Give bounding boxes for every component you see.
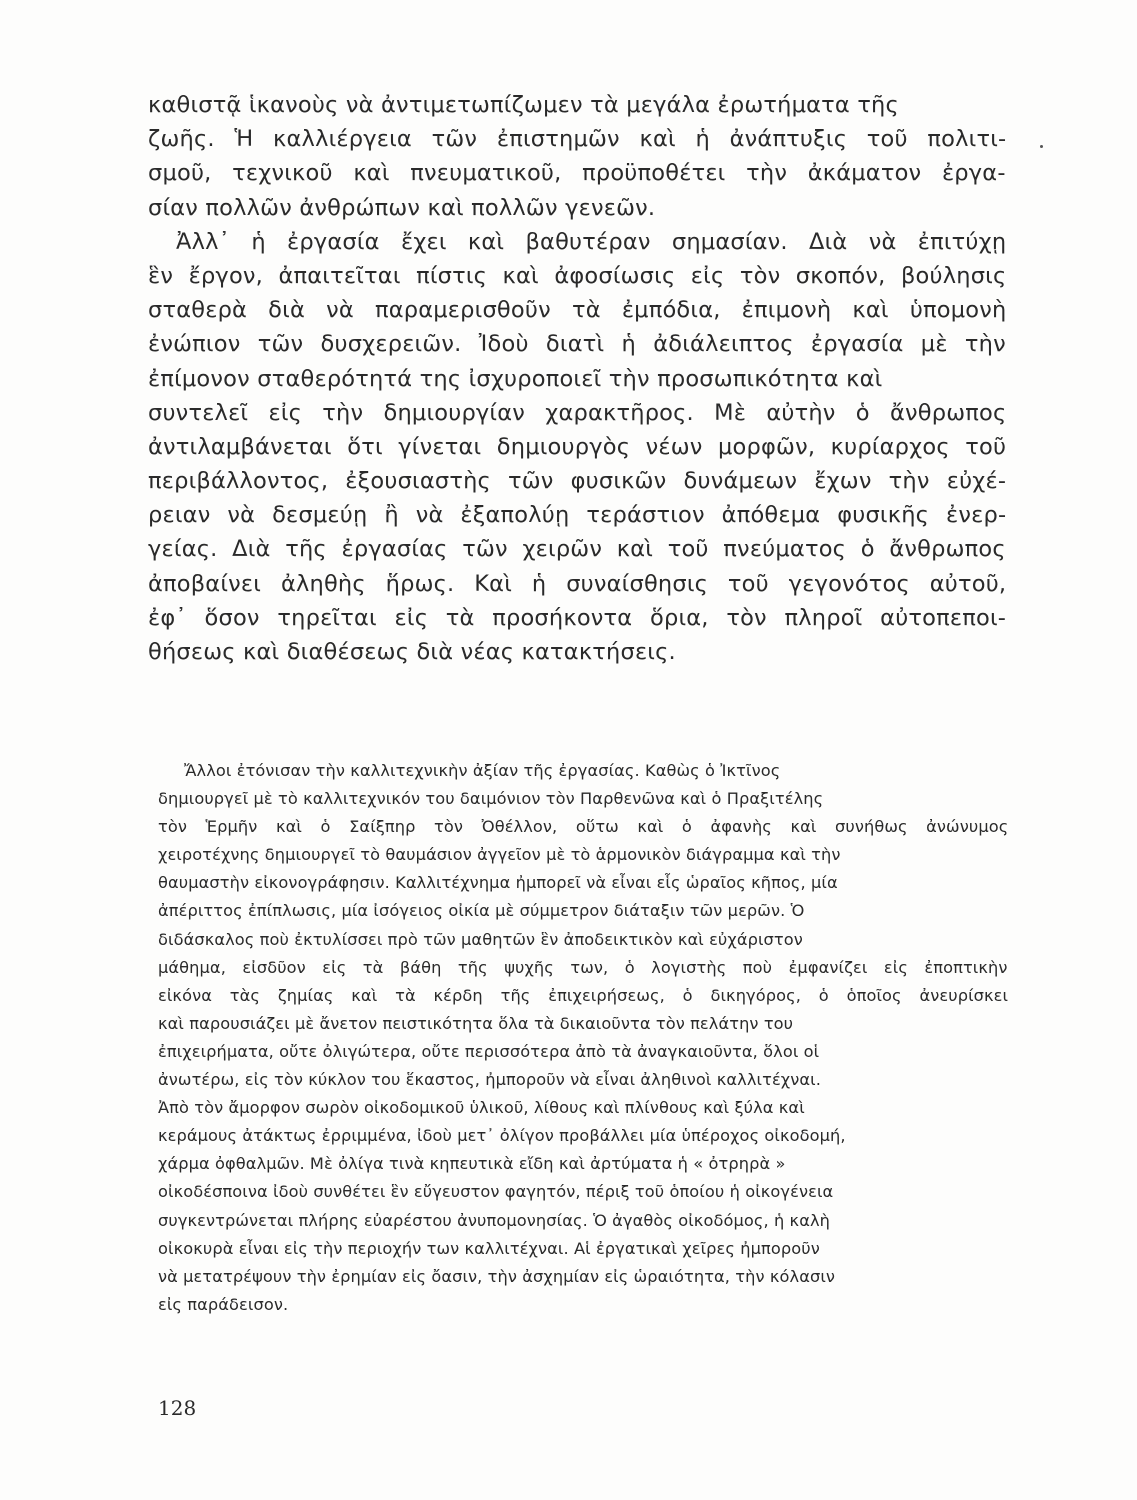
page-number: 128 xyxy=(158,1396,197,1420)
footnote-line: Ἀπὸ τὸν ἄμορφον σωρὸν οἰκοδομικοῦ ὑλικοῦ, λίθους καὶ πλίνθους καὶ ξύλα καὶ xyxy=(158,1098,805,1118)
footnote-line: ἀνωτέρω, εἰς τὸν κύκλον του ἕκαστος, ἠμποροῦν νὰ εἶναι ἀληθινοὶ καλλιτέχναι. xyxy=(158,1070,821,1090)
footnote-line: νὰ μετατρέψουν τὴν ἐρημίαν εἰς ὄασιν, τὴν ἀσχημίαν εἰς ὡραιότητα, τὴν κόλασιν xyxy=(158,1266,836,1286)
text-line: ζωῆς. Ἡ καλλιέργεια τῶν ἐπιστημῶν καὶ ἡ ἀνάπτυξις τοῦ πολιτι- xyxy=(148,126,1007,153)
footnote-line: καὶ παρουσιάζει μὲ ἄνετον πειστικότητα ὅλα τὰ δικαιοῦντα τὸν πελάτην του xyxy=(158,1013,794,1033)
footnote-line: εἰκόνα τὰς ζημίας καὶ τὰ κέρδη τῆς ἐπιχειρήσεως, ὁ δικηγόρος, ὁ ὁποῖος ἀνευρίσκει xyxy=(158,985,1009,1005)
main-text-block xyxy=(148,88,1006,669)
text-line: σμοῦ, τεχνικοῦ καὶ πνευματικοῦ, προϋποθέτει τὴν ἀκάματον ἐργα- xyxy=(148,160,1006,187)
footnote-line: οἰκοκυρὰ εἶναι εἰς τὴν περιοχήν των καλλιτέχναι. Αἱ ἐργατικαὶ χεῖρες ἠμποροῦν xyxy=(158,1238,820,1258)
footnote-line: εἰς παράδεισον. xyxy=(158,1294,289,1314)
footnote-line: θαυμαστὴν εἰκονογράφησιν. Καλλιτέχνημα ἠμπορεῖ νὰ εἶναι εἷς ὡραῖος κῆπος, μία xyxy=(158,873,838,893)
footnote-line: συγκεντρώνεται πλήρης εὐαρέστου ἀνυπομονησίας. Ὁ ἀγαθὸς οἰκοδόμος, ἡ καλὴ xyxy=(158,1210,831,1230)
footnote-line: Ἄλλοι ἐτόνισαν τὴν καλλιτεχνικὴν ἀξίαν τῆς ἐργασίας. Καθὼς ὁ Ἰκτῖνος xyxy=(184,761,781,780)
footnote-line: κεράμους ἀτάκτως ἐρριμμένα, ἰδοὺ μετ᾿ ὀλίγον προβάλλει μία ὑπέροχος οἰκοδομή, xyxy=(158,1126,846,1146)
text-line: θήσεως καὶ διαθέσεως διὰ νέας κατακτήσεις. xyxy=(148,639,676,665)
text-line: καθιστᾷ ἱκανοὺς νὰ ἀντιμετωπίζωμεν τὰ μεγάλα ἐρωτήματα τῆς xyxy=(148,92,899,118)
text-line: γείας. Διὰ τῆς ἐργασίας τῶν χειρῶν καὶ τοῦ πνεύματος ὁ ἄνθρωπος xyxy=(148,536,1006,563)
footnote-line: οἰκοδέσποινα ἰδοὺ συνθέτει ἓν εὔγευστον φαγητόν, πέριξ τοῦ ὁποίου ἡ οἰκογένεια xyxy=(158,1182,834,1202)
text-line: ρειαν νὰ δεσμεύῃ ἢ νὰ ἐξαπολύῃ τεράστιον ἀπόθεμα φυσικῆς ἐνερ- xyxy=(148,502,1007,529)
footnote-line: τὸν Ἑρμῆν καὶ ὁ Σαίξπηρ τὸν Ὀθέλλον, οὕτω καὶ ὁ ἀφανὴς καὶ συνήθως ἀνώνυμος xyxy=(158,817,1009,837)
text-line: ἀποβαίνει ἀληθὴς ἥρως. Καὶ ἡ συναίσθησις τοῦ γεγονότος αὐτοῦ, xyxy=(148,570,1007,597)
text-line: ἐπίμονον σταθερότητά της ἰσχυροποιεῖ τὴν προσωπικότητα καὶ xyxy=(148,365,883,392)
text-line: σταθερὰ διὰ νὰ παραμερισθοῦν τὰ ἐμπόδια, ἐπιμονὴ καὶ ὑπομονὴ xyxy=(148,297,1007,324)
text-line: ἐφ᾿ ὅσον τηρεῖται εἰς τὰ προσήκοντα ὅρια, τὸν πληροῖ αὐτοπεποι- xyxy=(148,604,1007,631)
footnote-line: διδάσκαλος ποὺ ἐκτυλίσσει πρὸ τῶν μαθητῶν ἓν ἀποδεικτικὸν καὶ εὐχάριστον xyxy=(158,929,803,949)
text-line: ἓν ἔργον, ἀπαιτεῖται πίστις καὶ ἀφοσίωσις εἰς τὸν σκοπόν, βούλησις xyxy=(148,262,1007,289)
footnote-line: χάρμα ὀφθαλμῶν. Μὲ ὀλίγα τινὰ κηπευτικὰ εἴδη καὶ ἀρτύματα ἡ « ὀτρηρὰ » xyxy=(158,1154,786,1174)
footnote-line: ἀπέριττος ἐπίπλωσις, μία ἰσόγειος οἰκία μὲ σύμμετρον διάταξιν τῶν μερῶν. Ὁ xyxy=(158,901,805,921)
footnote-line: δημιουργεῖ μὲ τὸ καλλιτεχνικόν του δαιμόνιον τὸν Παρθενῶνα καὶ ὁ Πραξιτέλης xyxy=(158,789,824,809)
text-line: σίαν πολλῶν ἀνθρώπων καὶ πολλῶν γενεῶν. xyxy=(148,194,656,221)
footnote-block xyxy=(158,757,1008,1319)
text-line: ἐνώπιον τῶν δυσχερειῶν. Ἰδοὺ διατὶ ἡ ἀδιάλειπτος ἐργασία μὲ τὴν xyxy=(148,331,1006,358)
text-line: συντελεῖ εἰς τὴν δημιουργίαν χαρακτῆρος. Μὲ αὐτὴν ὁ ἄνθρωπος xyxy=(148,399,1007,426)
footnote-line: χειροτέχνης δημιουργεῖ τὸ θαυμάσιον ἀγγεῖον μὲ τὸ ἁρμονικὸν διάγραμμα καὶ τὴν xyxy=(158,845,841,865)
text-line: Ἀλλ᾿ ἡ ἐργασία ἔχει καὶ βαθυτέραν σημασίαν. Διὰ νὰ ἐπιτύχῃ xyxy=(176,228,1007,255)
text-line: ἀντιλαμβάνεται ὅτι γίνεται δημιουργὸς νέων μορφῶν, κυρίαρχος τοῦ xyxy=(148,433,1007,460)
stray-ink-dot xyxy=(1040,145,1043,148)
footnote-line: μάθημα, εἰσδῦον εἰς τὰ βάθη τῆς ψυχῆς των, ὁ λογιστὴς ποὺ ἐμφανίζει εἰς ἐποπτικὴν xyxy=(158,957,1008,977)
footnote-line: ἐπιχειρήματα, οὔτε ὀλιγώτερα, οὔτε περισσότερα ἀπὸ τὰ ἀναγκαιοῦντα, ὅλοι οἱ xyxy=(158,1041,820,1061)
text-line: περιβάλλοντος, ἐξουσιαστὴς τῶν φυσικῶν δυνάμεων ἔχων τὴν εὐχέ- xyxy=(148,468,1007,495)
